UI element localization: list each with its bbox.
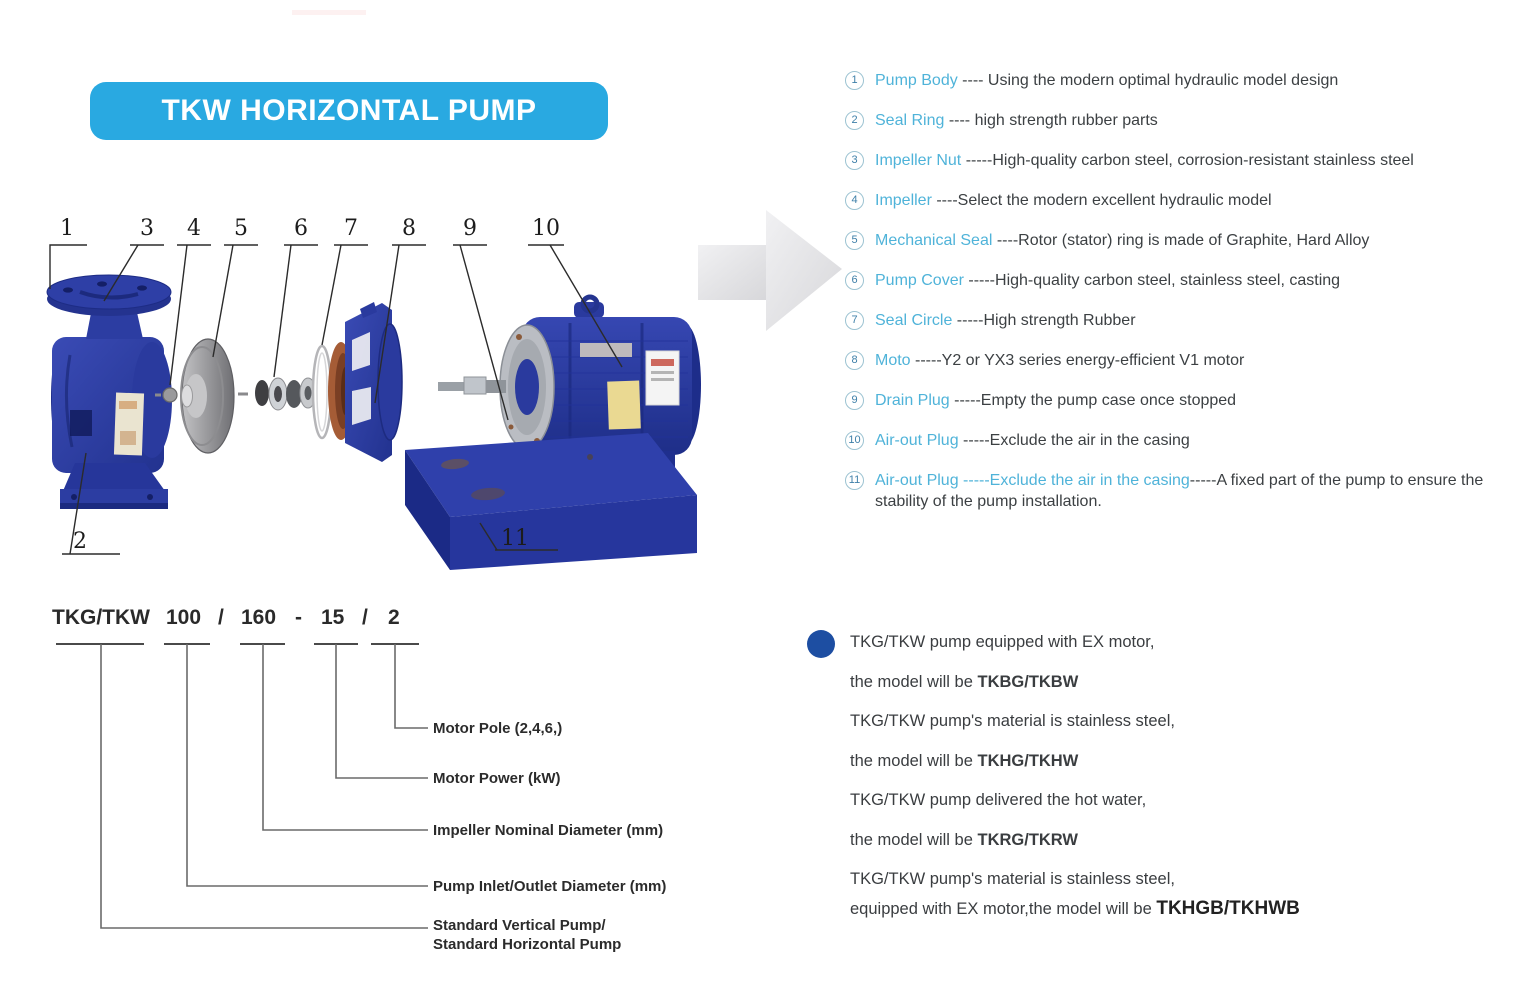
circled-number: 5 (845, 231, 864, 250)
label-impeller-diameter: Impeller Nominal Diameter (mm) (433, 822, 664, 839)
part-desc: -----High-quality carbon steel, stainless steel, casting (963, 272, 1341, 289)
part-name: Impeller (875, 192, 932, 209)
callout-9: 9 (463, 216, 477, 241)
parts-list-item (845, 350, 1500, 371)
part-desc: -----A fixed part of the pump to ensure the stability of the pump installation. (875, 472, 1484, 510)
callout-1: 1 (60, 216, 74, 241)
callout-4: 4 (187, 216, 201, 241)
parts-list-item (845, 70, 1500, 91)
parts-list (845, 70, 1500, 531)
callout-7: 7 (344, 216, 358, 241)
bullet-dot (807, 630, 835, 658)
parts-list-item (845, 230, 1500, 251)
callout-5: 5 (234, 216, 248, 241)
note-line: TKG/TKW pump delivered the hot water, (850, 791, 1147, 809)
part-name: Seal Ring (875, 112, 945, 129)
note-line: TKG/TKW pump equipped with EX motor, (850, 633, 1155, 651)
part-name: Moto (875, 352, 911, 369)
part-name: Pump Cover (875, 272, 964, 289)
model-seg-slash2: / (362, 606, 368, 629)
product-title-banner (90, 82, 608, 140)
circled-number: 2 (845, 111, 864, 130)
part-desc: ---- Using the modern optimal hydraulic model design (957, 72, 1339, 89)
part-desc: -----Exclude the air in the casing (958, 432, 1190, 449)
parts-list-item (845, 430, 1500, 451)
note-line: TKG/TKW pump's material is stainless steel, (850, 870, 1175, 888)
faint-top-mark (292, 10, 366, 15)
circled-number: 7 (845, 311, 864, 330)
callout-2: 2 (73, 529, 87, 554)
circled-number: 4 (845, 191, 864, 210)
note-line: the model will be TKBG/TKBW (850, 673, 1079, 691)
model-seg-series: TKG/TKW (52, 606, 150, 629)
note-line: equipped with EX motor,the model will be TKHGB/TKHWB (850, 898, 1300, 919)
label-motor-pole: Motor Pole (2,4,6,) (433, 720, 563, 737)
circled-number: 10 (845, 431, 864, 450)
part-desc: ----Rotor (stator) ring is made of Graphite, Hard Alloy (992, 232, 1370, 249)
part-name: Air-out Plug (875, 472, 959, 489)
circled-number: 8 (845, 351, 864, 370)
model-seg-inlet: 100 (166, 606, 202, 629)
part-name: Pump Body (875, 72, 958, 89)
callout-8: 8 (402, 216, 416, 241)
callout-10: 10 (532, 216, 560, 241)
parts-list-item (845, 190, 1500, 211)
part-desc: -----High strength Rubber (952, 312, 1136, 329)
part-name: Impeller Nut (875, 152, 962, 169)
page-title: TKW HORIZONTAL PUMP (161, 94, 537, 127)
model-seg-dash: - (295, 606, 302, 629)
parts-list-item (845, 270, 1500, 291)
pump-body (47, 275, 172, 509)
part-desc: -----Empty the pump case once stopped (949, 392, 1237, 409)
label-motor-power: Motor Power (kW) (433, 770, 561, 787)
model-seg-power: 15 (321, 606, 345, 629)
parts-list-item (845, 150, 1500, 171)
part-desc: -----High-quality carbon steel, corrosion-resistant stainless steel (961, 152, 1414, 169)
parts-list-item (845, 310, 1500, 331)
part-name: Air-out Plug (875, 432, 959, 449)
label-standard-pump: Standard Vertical Pump/ Standard Horizontal Pump (433, 917, 622, 953)
part-desc: -----Y2 or YX3 series energy-efficient V1 motor (910, 352, 1245, 369)
part-name: Seal Circle (875, 312, 953, 329)
label-inlet-diameter: Pump Inlet/Outlet Diameter (mm) (433, 878, 667, 895)
part-desc: ----Select the modern excellent hydraulic model (931, 192, 1272, 209)
model-seg-impeller: 160 (241, 606, 277, 629)
model-seg-slash: / (218, 606, 224, 629)
mechanical-seal-stack (238, 378, 316, 410)
model-seg-pole: 2 (388, 606, 400, 629)
parts-list-item (845, 470, 1500, 512)
callout-11: 11 (501, 526, 529, 551)
circled-number: 11 (845, 471, 864, 490)
circled-number: 3 (845, 151, 864, 170)
part-desc: ---- high strength rubber parts (944, 112, 1158, 129)
part-name: Mechanical Seal (875, 232, 993, 249)
model-code-connectors (0, 640, 760, 960)
note-line: the model will be TKHG/TKHW (850, 752, 1079, 770)
circled-number: 6 (845, 271, 864, 290)
part-name: Drain Plug (875, 392, 950, 409)
circled-number: 1 (845, 71, 864, 90)
impeller (181, 339, 234, 453)
note-line: TKG/TKW pump's material is stainless steel, (850, 712, 1175, 730)
pump-cover (328, 302, 402, 462)
callout-6: 6 (294, 216, 308, 241)
parts-list-item (845, 110, 1500, 131)
note-line: the model will be TKRG/TKRW (850, 831, 1078, 849)
callout-3: 3 (140, 216, 154, 241)
parts-list-item (845, 390, 1500, 411)
right-arrow-icon (698, 210, 842, 331)
circled-number: 9 (845, 391, 864, 410)
part-desc-blue: -----Exclude the air in the casing (958, 472, 1190, 489)
pump-exploded-diagram (30, 205, 850, 575)
